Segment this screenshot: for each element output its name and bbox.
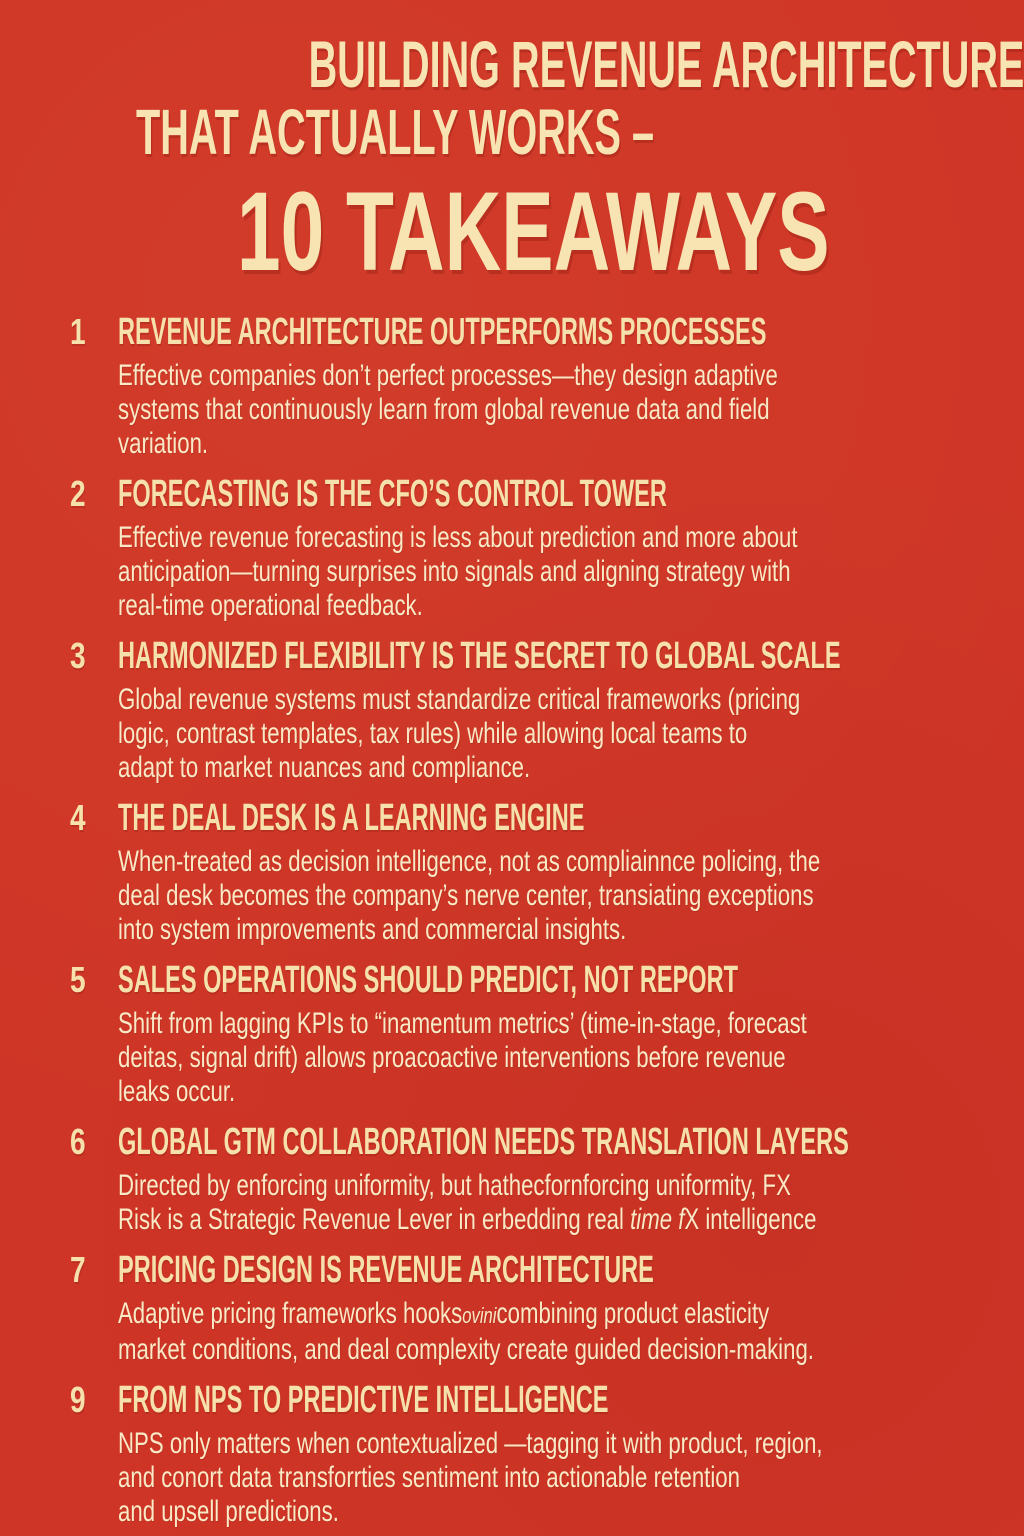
item-content	[118, 958, 1024, 1109]
item-body-line: systems that continuously learn from global revenue data and field	[118, 393, 770, 427]
item-heading: FROM NPS TO PREDICTIVE INTELLIGENCE	[118, 1379, 609, 1422]
item-number: 2	[70, 473, 86, 515]
item-content	[118, 796, 1024, 947]
item-body-line: into system improvements and commercial insights.	[118, 913, 627, 947]
takeaway-item-5	[70, 958, 996, 1109]
item-number: 7	[70, 1249, 86, 1291]
italic-text: ovini	[462, 1303, 497, 1329]
item-body-line: deal desk becomes the company’s nerve center, transiating exceptions	[118, 879, 814, 913]
takeaway-list	[70, 310, 996, 1529]
item-body-line: adapt to market nuances and compliance.	[118, 751, 531, 785]
item-heading: GLOBAL GTM COLLABORATION NEEDS TRANSLATION LAYERS	[118, 1121, 849, 1164]
item-number: 5	[70, 959, 86, 1001]
item-number: 6	[70, 1121, 86, 1163]
title-line-1: BUILDING REVENUE ARCHITECTURE	[308, 27, 1024, 101]
item-heading: PRICING DESIGN IS REVENUE ARCHITECTURE	[118, 1249, 654, 1292]
item-heading: SALES OPERATIONS SHOULD PREDICT, NOT REPORT	[118, 959, 739, 1002]
takeaway-item-6	[70, 1120, 996, 1237]
item-content	[118, 310, 1024, 461]
item-body-line: NPS only matters when contextualized —tagging it with product, region,	[118, 1427, 823, 1461]
takeaway-item-1	[70, 310, 996, 461]
takeaway-item-3	[70, 634, 996, 785]
item-body-line: When-treated as decision intelligence, not as compliainnce policing, the	[118, 845, 821, 879]
takeaway-item-7	[70, 1248, 996, 1367]
takeaway-item-2	[70, 472, 996, 623]
item-content	[118, 472, 1024, 623]
poster-title	[70, 27, 1024, 295]
italic-text: time f	[630, 1203, 685, 1237]
item-body-line: leaks occur.	[118, 1075, 236, 1109]
item-body-line: and conort data transforrties sentiment into actionable retention	[118, 1461, 740, 1495]
item-body-line: Risk is a Strategic Revenue Lever in erbedding real time fX intelligence	[118, 1203, 817, 1237]
item-heading: FORECASTING IS THE CFO’S CONTROL TOWER	[118, 473, 667, 516]
item-body-line: Effective revenue forecasting is less about prediction and more about	[118, 521, 798, 555]
item-body-line: Directed by enforcing uniformity, but hathecfornforcing uniformity, FX	[118, 1169, 791, 1203]
title-line-3: 10 TAKEAWAYS	[236, 169, 830, 295]
item-body-line: and upsell predictions.	[118, 1495, 339, 1529]
item-body-line: deitas, signal drift) allows proacoactive interventions before revenue	[118, 1041, 786, 1075]
item-body-line: market conditions, and deal complexity create guided decision-making.	[118, 1333, 814, 1367]
item-body-line: variation.	[118, 427, 209, 461]
item-heading: REVENUE ARCHITECTURE OUTPERFORMS PROCESSES	[118, 311, 767, 354]
item-content	[118, 1248, 1024, 1367]
item-content	[118, 634, 1024, 785]
item-body-line: Global revenue systems must standardize critical frameworks (pricing	[118, 683, 801, 717]
item-body-line: real-time operational feedback.	[118, 589, 423, 623]
item-heading: HARMONIZED FLEXIBILITY IS THE SECRET TO GLOBAL SCALE	[118, 635, 841, 678]
item-number: 9	[70, 1379, 86, 1421]
item-body-line: Effective companies don’t perfect processes—they design adaptive	[118, 359, 778, 393]
item-body-line: Shift from lagging KPIs to “inamentum metrics’ (time-in-stage, forecast	[118, 1007, 807, 1041]
item-body-line: logic, contrast templates, tax rules) while allowing local teams to	[118, 717, 748, 751]
item-body-line: Adaptive pricing frameworks hooksovinicombining product elasticity	[118, 1297, 770, 1331]
item-heading: THE DEAL DESK IS A LEARNING ENGINE	[118, 797, 585, 840]
item-number: 1	[70, 311, 86, 353]
takeaway-item-9	[70, 1378, 996, 1529]
title-line-2: THAT ACTUALLY WORKS –	[136, 96, 655, 169]
item-content	[118, 1378, 1024, 1529]
takeaway-item-4	[70, 796, 996, 947]
item-number: 4	[70, 797, 86, 839]
item-content	[118, 1120, 1024, 1237]
item-number: 3	[70, 635, 86, 677]
item-body-line: anticipation—turning surprises into signals and aligning strategy with	[118, 555, 791, 589]
